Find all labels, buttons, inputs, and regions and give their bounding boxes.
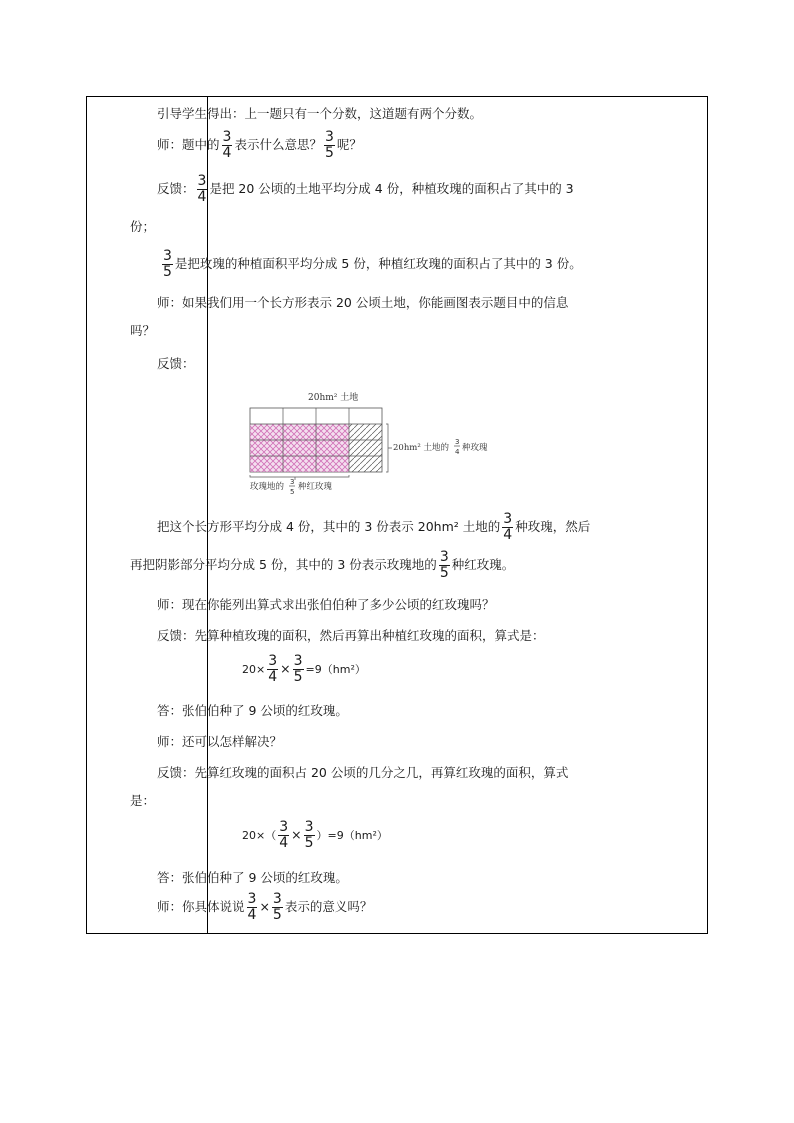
fraction-3-4	[278, 820, 289, 851]
fraction-numerator: 3	[222, 129, 232, 145]
fraction-3-4	[502, 512, 513, 543]
text-segment: 是把玫瑰的种植面积平均分成 5 份，种植红玫瑰的面积占了其中的 3 份。	[174, 256, 582, 271]
equation-2	[242, 820, 388, 851]
text-line-12: 答：张伯伯种了 9 公顷的红玫瑰。	[157, 703, 348, 718]
text-segment: 20×	[242, 663, 266, 676]
fraction-numerator: 3	[304, 819, 314, 835]
text-segment: 师：题中的	[157, 137, 220, 152]
fraction-numerator: 3	[272, 891, 282, 907]
text-line-8	[130, 550, 514, 581]
fraction-denominator: 5	[272, 907, 282, 923]
text-line-6: 反馈：	[157, 356, 195, 371]
fraction-3-5	[324, 130, 335, 161]
text-line-9: 师：现在你能列出算式求出张伯伯种了多少公顷的红玫瑰吗？	[157, 597, 495, 612]
fraction-3-5	[162, 249, 173, 280]
other-rose-area	[349, 424, 382, 472]
fraction-denominator: 5	[324, 145, 334, 161]
fraction-denominator: 4	[247, 907, 257, 923]
text-segment: 20×（	[242, 829, 277, 842]
figure-top-label: 20hm² 土地	[308, 393, 359, 403]
fraction-3-5	[293, 654, 304, 685]
figure-bottom-label-b: 种红玫瑰	[298, 482, 333, 492]
text-line-16: 答：张伯伯种了 9 公顷的红玫瑰。	[157, 870, 348, 885]
text-segment: 是把 20 公顷的土地平均分成 4 份，种植玫瑰的面积占了其中的 3	[209, 181, 574, 196]
fraction-numerator: 3	[279, 819, 289, 835]
figure-bottom-frac-den: 5	[290, 488, 295, 496]
text-line-1: 引导学生得出：上一题只有一个分数，这道题有两个分数。	[157, 106, 483, 121]
text-line-7	[157, 512, 590, 543]
text-line-10: 反馈：先算种植玫瑰的面积，然后再算出种植红玫瑰的面积，算式是：	[157, 628, 545, 643]
fraction-3-5	[439, 550, 450, 581]
text-segment: ×	[259, 899, 270, 914]
figure-bottom-frac-num: 3	[290, 478, 295, 486]
fraction-3-4	[267, 654, 278, 685]
text-segment: 种玫瑰，然后	[515, 519, 591, 534]
rectangle-diagram	[240, 386, 540, 496]
text-segment: 再把阴影部分平均分成 5 份，其中的 3 份表示玫瑰地的	[130, 557, 437, 572]
fraction-3-4	[197, 174, 208, 205]
figure-bottom-label: 玫瑰地的	[250, 482, 285, 492]
text-line-4	[160, 249, 582, 280]
fraction-denominator: 4	[197, 189, 207, 205]
text-segment: 表示什么意思？	[234, 137, 322, 152]
fraction-3-4	[222, 130, 233, 161]
fraction-denominator: 5	[304, 835, 314, 851]
text-segment: 呢？	[336, 137, 362, 152]
fraction-denominator: 5	[163, 264, 172, 280]
text-segment: 表示的意义吗？	[284, 899, 373, 914]
figure-right-label-b: 种玫瑰	[462, 443, 488, 453]
text-segment: ）=9（hm²）	[316, 829, 388, 842]
fraction-numerator: 3	[197, 173, 207, 189]
fraction-denominator: 5	[293, 669, 303, 685]
fraction-denominator: 4	[503, 527, 513, 543]
red-rose-tint	[250, 424, 349, 472]
fraction-numerator: 3	[268, 653, 278, 669]
equation-1	[242, 654, 366, 685]
text-line-5-cont: 吗？	[130, 323, 156, 338]
fraction-numerator: 3	[163, 248, 172, 264]
text-line-13: 师：还可以怎样解决？	[157, 734, 283, 749]
fraction-numerator: 3	[293, 653, 303, 669]
fraction-numerator: 3	[247, 891, 257, 907]
text-segment: ×	[280, 661, 291, 676]
text-segment: 师：你具体说说	[157, 899, 245, 914]
figure-right-frac-den: 4	[455, 448, 460, 456]
text-segment: 反馈：	[157, 181, 195, 196]
text-segment: 种红玫瑰。	[451, 557, 515, 572]
text-line-2	[157, 130, 362, 161]
fraction-numerator: 3	[503, 511, 513, 527]
fraction-denominator: 4	[222, 145, 232, 161]
fraction-3-5	[272, 892, 283, 923]
text-line-3	[157, 174, 574, 205]
text-segment: =9（hm²）	[305, 663, 366, 676]
fraction-3-5	[304, 820, 315, 851]
text-line-17	[157, 892, 372, 923]
text-line-14-cont: 是：	[130, 793, 156, 808]
text-line-5: 师：如果我们用一个长方形表示 20 公顷土地，你能画图表示题目中的信息	[157, 295, 569, 310]
figure-right-frac-num: 3	[455, 438, 460, 446]
text-segment: ×	[291, 827, 302, 842]
text-line-14: 反馈：先算红玫瑰的面积占 20 公顷的几分之几，再算红玫瑰的面积，算式	[157, 765, 569, 780]
text-line-3-cont: 份；	[130, 219, 156, 234]
fraction-3-4	[247, 892, 258, 923]
fraction-numerator: 3	[439, 549, 449, 565]
fraction-numerator: 3	[324, 129, 334, 145]
fraction-denominator: 4	[279, 835, 289, 851]
fraction-denominator: 5	[439, 565, 449, 581]
text-segment: 把这个长方形平均分成 4 份，其中的 3 份表示 20hm² 土地的	[157, 519, 501, 534]
fraction-denominator: 4	[268, 669, 278, 685]
figure-right-label: 20hm² 土地的	[393, 443, 449, 453]
